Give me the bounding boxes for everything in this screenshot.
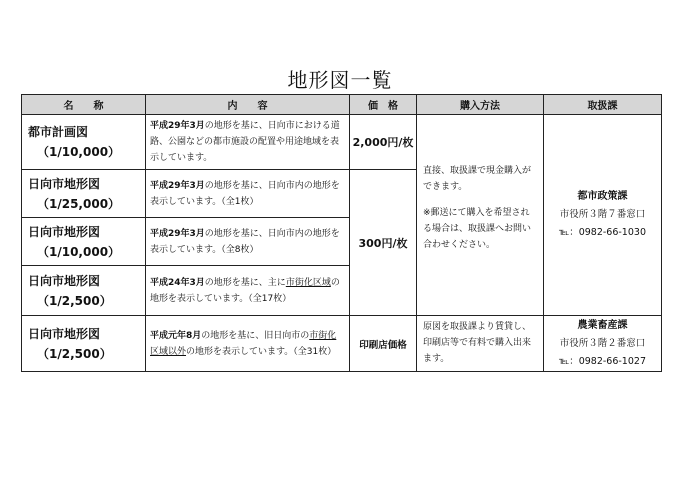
dept-name: 都市政策課 xyxy=(577,191,628,202)
price-cell: 2,000円/枚 xyxy=(350,115,417,170)
purchase-method-cell: 原図を取扱課より賃貸し、印刷店等で有料で購入出来ます。 xyxy=(417,316,544,372)
dept-phone: ℡：0982-66-1030 xyxy=(558,227,646,238)
map-description xyxy=(146,218,350,266)
map-description xyxy=(146,316,350,372)
table-row xyxy=(22,115,662,170)
map-scale: （1/2,500） xyxy=(37,346,112,361)
map-scale: （1/10,000） xyxy=(37,244,121,259)
survey-date: 平成29年3月 xyxy=(150,180,205,191)
price-cell: 300円/枚 xyxy=(350,170,417,316)
header-price: 価 格 xyxy=(350,95,417,115)
map-scale: （1/25,000） xyxy=(37,196,121,211)
price-cell: 印刷店価格 xyxy=(350,316,417,372)
description-text: の地形を基に、日向市における道路、公園などの都市施設の配置や用途地域を表示しています。 xyxy=(150,121,340,163)
header-content: 内 容 xyxy=(146,95,350,115)
map-name-cell xyxy=(22,218,146,266)
description-text: の地形を表示しています。（全17枚） xyxy=(150,277,340,304)
map-name: 日向市地形図 xyxy=(28,176,101,191)
map-scale: （1/10,000） xyxy=(37,145,121,159)
map-scale: （1/2,500） xyxy=(37,293,112,308)
map-name-cell xyxy=(22,170,146,218)
table-header-row xyxy=(22,95,662,115)
urbanization-area-text: 市街化区域 xyxy=(285,277,331,288)
map-description xyxy=(146,115,350,170)
dept-address: 市役所３階７番窓口 xyxy=(559,209,646,220)
map-description xyxy=(146,170,350,218)
dept-name: 農業畜産課 xyxy=(577,319,628,331)
map-name: 都市計画図 xyxy=(28,125,89,139)
dept-phone: ℡：0982-66-1027 xyxy=(558,355,646,367)
purchase-method-mail: ※郵送にて購入を希望される場合は、取扱課へお問い合わせください。 xyxy=(423,208,532,250)
purchase-method-direct: 直接、取扱課で現金購入ができます。 xyxy=(423,166,532,192)
header-name: 名 称 xyxy=(22,95,146,115)
dept-cell xyxy=(544,316,662,372)
header-method: 購入方法 xyxy=(417,95,544,115)
map-name: 日向市地形図 xyxy=(28,224,101,239)
description-text: の地形を基に、日向市内の地形を表示しています。（全8枚） xyxy=(150,228,340,255)
survey-date: 平成29年3月 xyxy=(150,121,205,131)
description-text: の地形を基に、旧日向市の xyxy=(201,330,310,341)
map-name-cell xyxy=(22,266,146,316)
dept-cell xyxy=(544,115,662,316)
description-text: の地形を基に、主に xyxy=(204,277,286,288)
survey-date: 平成24年3月 xyxy=(150,277,205,288)
map-description xyxy=(146,266,350,316)
dept-address: 市役所３階２番窓口 xyxy=(559,337,646,349)
table-row xyxy=(22,316,662,372)
map-name: 日向市地形図 xyxy=(28,273,101,288)
map-name-cell xyxy=(22,115,146,170)
purchase-method-cell xyxy=(417,115,544,316)
survey-date: 平成元年8月 xyxy=(150,330,202,341)
map-name-cell xyxy=(22,316,146,372)
survey-date: 平成29年3月 xyxy=(150,228,205,239)
non-urbanization-area-text: 市街化区域以外 xyxy=(150,330,337,357)
description-text: の地形を基に、日向市内の地形を表示しています。（全1枚） xyxy=(150,180,340,207)
description-text: の地形を表示しています。（全31枚） xyxy=(186,346,337,357)
topographic-map-table xyxy=(21,94,662,372)
page-title: 地形図一覧 xyxy=(287,68,393,92)
map-name: 日向市地形図 xyxy=(28,326,101,341)
header-dept: 取扱課 xyxy=(544,95,662,115)
